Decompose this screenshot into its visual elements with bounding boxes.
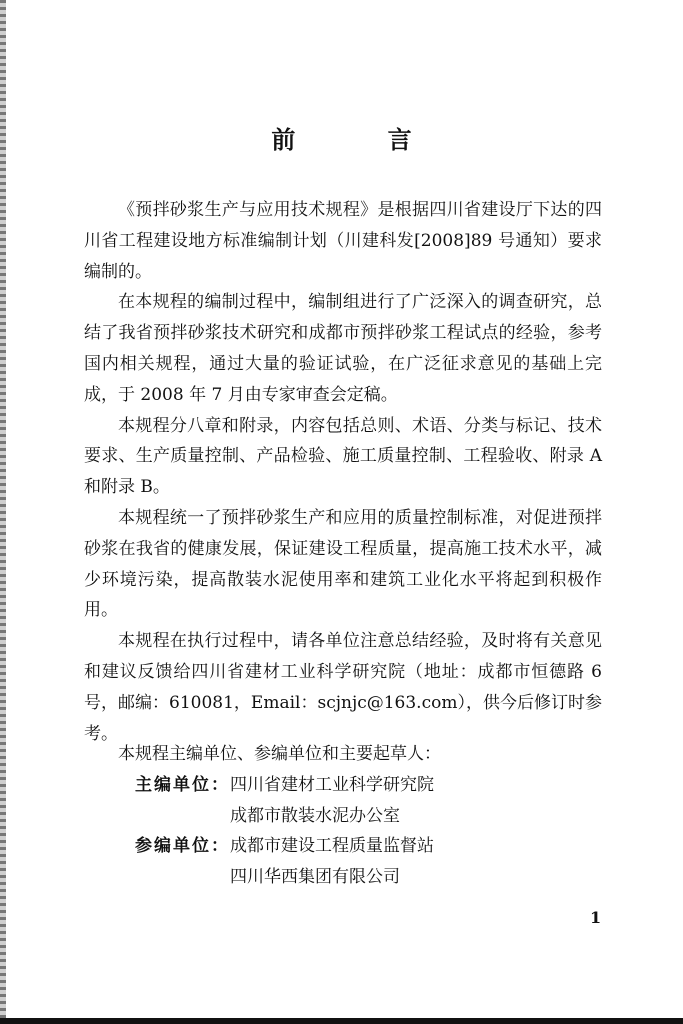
preface-body xyxy=(84,195,602,749)
credits-section xyxy=(84,739,602,893)
paragraph-4: 本规程统一了预拌砂浆生产和应用的质量控制标准，对促进预拌砂浆在我省的健康发展，保证建设工程质量，提高施工技术水平，减少环境污染，提高散装水泥使用率和建筑工业化水平将起到积极作用。 xyxy=(84,507,602,621)
paragraph-1: 《预拌砂浆生产与应用技术规程》是根据四川省建设厅下达的四川省工程建设地方标准编制计划（川建科发[2008]89 号通知）要求编制的。 xyxy=(84,200,602,282)
page-number: 1 xyxy=(590,908,602,927)
credit-unit: 成都市建设工程质量监督站 xyxy=(230,836,434,857)
credit-role-chief: 主编单位： xyxy=(135,774,230,795)
credits-intro: 本规程主编单位、参编单位和主要起草人： xyxy=(118,744,441,764)
paragraph-5: 本规程在执行过程中，请各单位注意总结经验，及时将有关意见和建议反馈给四川省建材工业科学研究院（地址：成都市恒德路 6 号，邮编：610081，Email：scjnjc@163.com），供今后修订时参考。 xyxy=(84,631,602,744)
credit-row xyxy=(84,862,602,893)
credit-unit: 四川华西集团有限公司 xyxy=(230,867,400,888)
credit-row xyxy=(84,770,602,801)
credit-row xyxy=(84,831,602,862)
credit-unit: 成都市散装水泥办公室 xyxy=(230,805,400,826)
credit-role-blank xyxy=(84,862,230,893)
page-title: 前 言 xyxy=(271,126,454,154)
credit-unit: 四川省建材工业科学研究院 xyxy=(230,774,434,795)
paragraph-3: 本规程分八章和附录，内容包括总则、术语、分类与标记、技术要求、生产质量控制、产品检验、施工质量控制、工程验收、附录 A 和附录 B。 xyxy=(84,415,602,498)
credit-role-blank xyxy=(84,801,230,832)
page-bottom-edge xyxy=(0,1018,683,1024)
credit-role-participating: 参编单位： xyxy=(135,836,230,857)
paragraph-2: 在本规程的编制过程中，编制组进行了广泛深入的调查研究，总结了我省预拌砂浆技术研究和成都市预拌砂浆工程试点的经验，参考国内相关规程，通过大量的验证试验，在广泛征求意见的基础上完成，于 2008 年 7 月由专家审查会定稿。 xyxy=(84,292,602,405)
credit-row xyxy=(84,801,602,832)
